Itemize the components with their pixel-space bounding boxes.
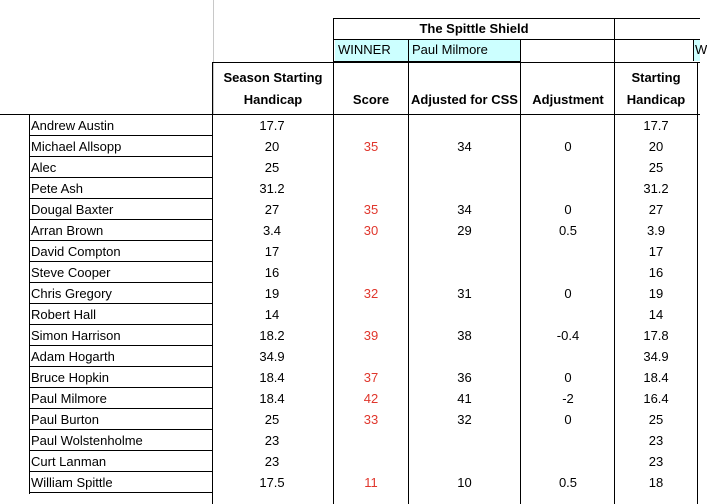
season-starting-handicap-cell[interactable]: 3.4	[262, 223, 282, 238]
table-row	[0, 220, 700, 241]
adjusted-for-css-cell[interactable]	[409, 241, 520, 262]
adjustment-cell[interactable]: 0	[564, 412, 572, 427]
starting-handicap-cell[interactable]: 25	[648, 160, 664, 175]
season-starting-handicap-cell[interactable]: 25	[264, 160, 280, 175]
shield-title: The Spittle Shield	[419, 21, 529, 36]
score-cell[interactable]	[334, 430, 408, 451]
table-row	[0, 178, 700, 199]
starting-handicap-cell[interactable]: 16	[648, 265, 664, 280]
table-row	[0, 157, 700, 178]
score-cell[interactable]: 35	[363, 202, 379, 217]
season-starting-handicap-cell[interactable]: 19	[264, 286, 280, 301]
name-row-border	[29, 492, 213, 493]
score-cell[interactable]	[334, 346, 408, 367]
adjustment-cell[interactable]: 0	[564, 202, 572, 217]
season-starting-handicap-cell[interactable]: 18.2	[259, 328, 285, 343]
adjustment-cell[interactable]: -0.4	[556, 328, 580, 343]
starting-handicap-cell[interactable]: 31.2	[643, 181, 669, 196]
starting-handicap-cell[interactable]: 17.7	[643, 118, 669, 133]
table-row	[0, 136, 700, 157]
table-row	[0, 115, 700, 136]
adjustment-cell[interactable]: 0.5	[558, 475, 578, 490]
header-starting-handicap: Starting Handicap	[626, 70, 686, 107]
table-row	[0, 325, 700, 346]
starting-handicap-cell[interactable]: 16.4	[643, 391, 669, 406]
player-name-cell[interactable]: Michael Allsopp	[31, 139, 122, 154]
starting-handicap-cell[interactable]: 19	[648, 286, 664, 301]
adjustment-cell[interactable]	[521, 241, 615, 262]
adjusted-for-css-cell[interactable]: 41	[457, 391, 472, 406]
table-row	[0, 451, 700, 472]
starting-handicap-cell[interactable]: 23	[648, 433, 664, 448]
winner-divider	[520, 40, 521, 61]
starting-handicap-cell[interactable]: 27	[648, 202, 664, 217]
winner-divider	[408, 40, 409, 61]
table-row	[0, 262, 700, 283]
adjusted-for-css-cell[interactable]	[409, 304, 520, 325]
adjusted-for-css-cell[interactable]: 29	[457, 223, 472, 238]
score-cell[interactable]	[334, 157, 408, 178]
winner-divider	[693, 40, 694, 61]
table-row	[0, 283, 700, 304]
adjusted-for-css-cell[interactable]: 38	[457, 328, 472, 343]
adjustment-cell[interactable]: 0	[564, 139, 572, 154]
table-row	[0, 430, 700, 451]
player-name-cell[interactable]: Alec	[31, 160, 57, 175]
season-starting-handicap-cell[interactable]: 17	[264, 244, 280, 259]
player-name-cell[interactable]: Arran Brown	[31, 223, 104, 238]
score-cell[interactable]: 37	[363, 370, 379, 385]
table-row	[0, 199, 700, 220]
score-cell[interactable]: 39	[363, 328, 379, 343]
season-starting-handicap-cell[interactable]: 16	[264, 265, 280, 280]
season-starting-handicap-cell[interactable]: 18.4	[259, 391, 285, 406]
adjusted-for-css-cell[interactable]: 34	[457, 139, 472, 154]
adjusted-for-css-cell[interactable]: 32	[457, 412, 472, 427]
table-row	[0, 472, 700, 493]
header-season-starting-handicap: Season Starting Handicap	[223, 70, 323, 107]
table-row	[0, 241, 700, 262]
adjusted-for-css-cell[interactable]	[409, 346, 520, 367]
adjustment-cell[interactable]: 0.5	[558, 223, 578, 238]
season-starting-handicap-cell[interactable]: 23	[264, 454, 280, 469]
adjustment-cell[interactable]	[521, 178, 615, 199]
score-cell[interactable]: 35	[363, 139, 379, 154]
winner-label: WINNER	[335, 40, 408, 61]
adjusted-for-css-cell[interactable]: 36	[457, 370, 472, 385]
header-score: Score	[352, 92, 390, 107]
starting-handicap-cell[interactable]: 25	[648, 412, 664, 427]
adjusted-for-css-cell[interactable]	[409, 157, 520, 178]
score-cell[interactable]: 32	[363, 286, 379, 301]
adjusted-for-css-cell[interactable]	[409, 178, 520, 199]
adjustment-cell[interactable]	[521, 346, 615, 367]
header-adjusted-for-css: Adjusted for CSS	[411, 92, 518, 107]
table-row	[0, 367, 700, 388]
adjustment-cell[interactable]	[521, 115, 615, 136]
starting-handicap-cell[interactable]: 23	[648, 454, 664, 469]
score-cell[interactable]: 30	[363, 223, 379, 238]
next-block-fragment: W	[694, 40, 700, 61]
score-cell[interactable]	[334, 241, 408, 262]
adjustment-cell[interactable]	[521, 157, 615, 178]
player-name-cell[interactable]: William Spittle	[31, 475, 113, 490]
season-starting-handicap-cell[interactable]: 14	[264, 307, 280, 322]
adjustment-cell[interactable]	[521, 451, 615, 472]
header-adjustment: Adjustment	[532, 92, 604, 107]
adjustment-cell[interactable]	[521, 430, 615, 451]
player-name-cell[interactable]: Paul Burton	[31, 412, 99, 427]
season-starting-handicap-cell[interactable]: 18.4	[259, 370, 285, 385]
winner-name: Paul Milmore	[409, 40, 520, 61]
score-cell[interactable]: 33	[363, 412, 379, 427]
player-name-cell[interactable]: Simon Harrison	[31, 328, 121, 343]
player-name-cell[interactable]: Andrew Austin	[31, 118, 115, 133]
adjustment-cell[interactable]	[521, 262, 615, 283]
player-name-cell[interactable]: Curt Lanman	[31, 454, 107, 469]
adjusted-for-css-cell[interactable]: 31	[457, 286, 472, 301]
player-name-cell[interactable]: Bruce Hopkin	[31, 370, 110, 385]
adjustment-cell[interactable]: -2	[562, 391, 574, 406]
player-name-cell[interactable]: Robert Hall	[31, 307, 97, 322]
season-starting-handicap-cell[interactable]: 20	[264, 139, 280, 154]
player-name-cell[interactable]: Paul Milmore	[31, 391, 107, 406]
score-cell[interactable]: 11	[364, 475, 378, 490]
table-row	[0, 346, 700, 367]
starting-handicap-cell[interactable]: 14	[648, 307, 664, 322]
season-starting-handicap-cell[interactable]: 23	[264, 433, 280, 448]
table-row	[0, 388, 700, 409]
starting-handicap-cell[interactable]: 3.9	[646, 223, 666, 238]
season-starting-handicap-cell[interactable]: 25	[264, 412, 280, 427]
adjusted-for-css-cell[interactable]	[409, 262, 520, 283]
starting-handicap-cell[interactable]: 18	[648, 475, 664, 490]
score-cell[interactable]	[334, 451, 408, 472]
adjusted-for-css-cell[interactable]	[409, 115, 520, 136]
score-cell[interactable]	[334, 115, 408, 136]
header-top-border	[212, 62, 700, 63]
adjustment-cell[interactable]: 0	[564, 370, 572, 385]
adjusted-for-css-cell[interactable]	[409, 430, 520, 451]
season-starting-handicap-cell[interactable]: 31.2	[259, 181, 285, 196]
player-name-cell[interactable]: Adam Hogarth	[31, 349, 115, 364]
starting-handicap-cell[interactable]: 18.4	[643, 370, 669, 385]
score-cell[interactable]	[334, 178, 408, 199]
score-cell[interactable]	[334, 262, 408, 283]
starting-handicap-cell[interactable]: 20	[648, 139, 664, 154]
score-cell[interactable]: 42	[363, 391, 379, 406]
starting-handicap-cell[interactable]: 17	[648, 244, 664, 259]
adjusted-for-css-cell[interactable]: 10	[457, 475, 472, 490]
player-name-cell[interactable]: Dougal Baxter	[31, 202, 114, 217]
season-starting-handicap-cell[interactable]: 17.5	[259, 475, 285, 490]
score-cell[interactable]	[334, 304, 408, 325]
season-starting-handicap-cell[interactable]: 27	[264, 202, 280, 217]
adjusted-for-css-cell[interactable]	[409, 451, 520, 472]
table-row	[0, 409, 700, 430]
season-starting-handicap-cell[interactable]: 34.9	[259, 349, 285, 364]
adjustment-cell[interactable]: 0	[564, 286, 572, 301]
player-name-cell[interactable]: Paul Wolstenholme	[31, 433, 143, 448]
adjusted-for-css-cell[interactable]: 34	[457, 202, 472, 217]
starting-handicap-cell[interactable]: 17.8	[643, 328, 669, 343]
player-name-cell[interactable]: Pete Ash	[31, 181, 84, 196]
player-name-cell[interactable]: Chris Gregory	[31, 286, 112, 301]
player-name-cell[interactable]: David Compton	[31, 244, 121, 259]
shield-top-border	[334, 18, 700, 19]
player-name-cell[interactable]: Steve Cooper	[31, 265, 111, 280]
season-starting-handicap-cell[interactable]: 17.7	[259, 118, 285, 133]
starting-handicap-cell[interactable]: 34.9	[643, 349, 669, 364]
adjustment-cell[interactable]	[521, 304, 615, 325]
table-row	[0, 304, 700, 325]
